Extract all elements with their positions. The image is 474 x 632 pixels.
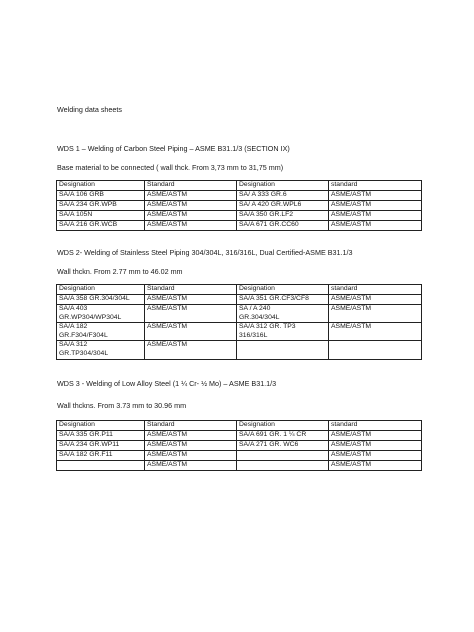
table-cell: Designation: [57, 181, 145, 191]
wds2-heading: WDS 2- Welding of Stainless Steel Piping 304/304L, 316/316L, Dual Certified-ASME B31.1/3: [57, 248, 353, 257]
table-row: [57, 451, 422, 461]
table-cell: standard: [329, 181, 422, 191]
table-header-row: [57, 181, 422, 191]
table-cell: ASME/ASTM: [145, 221, 237, 231]
table-row: [57, 431, 422, 441]
table-row: [57, 191, 422, 201]
table-cell: Designation: [57, 421, 145, 431]
table-cell: SA/A 358 GR.304/304L: [57, 295, 145, 305]
table-cell: ASME/ASTM: [145, 295, 237, 305]
table-row: [57, 323, 422, 341]
table-cell: Designation: [237, 181, 329, 191]
table-cell: SA / A 240 GR.304/304L: [237, 305, 329, 323]
table-cell: SA/A 350 GR.LF2: [237, 211, 329, 221]
table-cell: SA/A 403 GR.WP304/WP304L: [57, 305, 145, 323]
table-cell: Designation: [237, 421, 329, 431]
table-row: [57, 221, 422, 231]
table-cell: SA/A 106 GRB: [57, 191, 145, 201]
table-cell: SA/A 182 GR.F11: [57, 451, 145, 461]
table-row: [57, 305, 422, 323]
table-cell: ASME/ASTM: [329, 461, 422, 471]
table-cell: standard: [329, 421, 422, 431]
wds1-table: [56, 180, 422, 231]
table-row: [57, 201, 422, 211]
wds2-table: [56, 284, 422, 360]
table-cell: SA/ A 333 GR.6: [237, 191, 329, 201]
table-row: [57, 341, 422, 359]
table-cell: ASME/ASTM: [145, 441, 237, 451]
table-header-row: [57, 421, 422, 431]
table-row: [57, 441, 422, 451]
table-cell: ASME/ASTM: [145, 451, 237, 461]
table-cell: [57, 461, 145, 471]
table-cell: SA/A 271 GR. WC6: [237, 441, 329, 451]
table-cell: SA/A 671 GR.CC60: [237, 221, 329, 231]
table-cell: ASME/ASTM: [145, 191, 237, 201]
table-cell: ASME/ASTM: [329, 201, 422, 211]
table-cell: ASME/ASTM: [329, 431, 422, 441]
table-row: [57, 461, 422, 471]
table-cell: Designation: [237, 285, 329, 295]
table-cell: [237, 341, 329, 359]
table-cell: ASME/ASTM: [329, 305, 422, 323]
table-cell: ASME/ASTM: [145, 305, 237, 323]
wds1-subheading: Base material to be connected ( wall thck. From 3,73 mm to 31,75 mm): [57, 163, 284, 172]
table-row: [57, 211, 422, 221]
table-cell: [329, 341, 422, 359]
table-cell: ASME/ASTM: [145, 341, 237, 359]
table-cell: ASME/ASTM: [329, 221, 422, 231]
table-cell: ASME/ASTM: [329, 295, 422, 305]
table-cell: standard: [329, 285, 422, 295]
table-cell: ASME/ASTM: [329, 441, 422, 451]
table-cell: SA/A 182 GR.F304/F304L: [57, 323, 145, 341]
table-cell: SA/A 351 GR.CF3/CF8: [237, 295, 329, 305]
table-cell: SA/A 216 GR.WCB: [57, 221, 145, 231]
table-row: [57, 295, 422, 305]
table-cell: Standard: [145, 285, 237, 295]
wds3-subheading: Wall thckns. From 3.73 mm to 30.96 mm: [57, 401, 187, 410]
table-cell: ASME/ASTM: [329, 323, 422, 341]
table-cell: ASME/ASTM: [145, 431, 237, 441]
table-cell: ASME/ASTM: [145, 201, 237, 211]
table-cell: ASME/ASTM: [145, 461, 237, 471]
table-cell: [237, 451, 329, 461]
table-cell: SA/ A 420 GR.WPL6: [237, 201, 329, 211]
wds3-heading: WDS 3 - Welding of Low Alloy Steel (1 ¼ Cr- ½ Mo) – ASME B31.1/3: [57, 379, 277, 388]
table-cell: [237, 461, 329, 471]
table-cell: SA/A 335 GR.P11: [57, 431, 145, 441]
table-cell: ASME/ASTM: [329, 191, 422, 201]
table-cell: ASME/ASTM: [145, 211, 237, 221]
table-header-row: [57, 285, 422, 295]
table-cell: SA/A 105N: [57, 211, 145, 221]
wds3-table: [56, 420, 422, 471]
table-cell: ASME/ASTM: [329, 211, 422, 221]
table-cell: SA/A 312 GR.TP304/304L: [57, 341, 145, 359]
wds2-subheading: Wall thckn. From 2.77 mm to 46.02 mm: [57, 267, 183, 276]
table-cell: ASME/ASTM: [329, 451, 422, 461]
table-cell: Designation: [57, 285, 145, 295]
table-cell: Standard: [145, 181, 237, 191]
table-cell: SA/A 234 GR.WPB: [57, 201, 145, 211]
document-title: Welding data sheets: [57, 105, 122, 114]
wds1-heading: WDS 1 – Welding of Carbon Steel Piping – ASME B31.1/3 (SECTION IX): [57, 144, 290, 153]
table-cell: SA/A 234 GR.WP11: [57, 441, 145, 451]
table-cell: ASME/ASTM: [145, 323, 237, 341]
table-cell: Standard: [145, 421, 237, 431]
table-cell: SA/A 691 GR. 1 ¼ CR: [237, 431, 329, 441]
table-cell: SA/A 312 GR. TP3 316/316L: [237, 323, 329, 341]
